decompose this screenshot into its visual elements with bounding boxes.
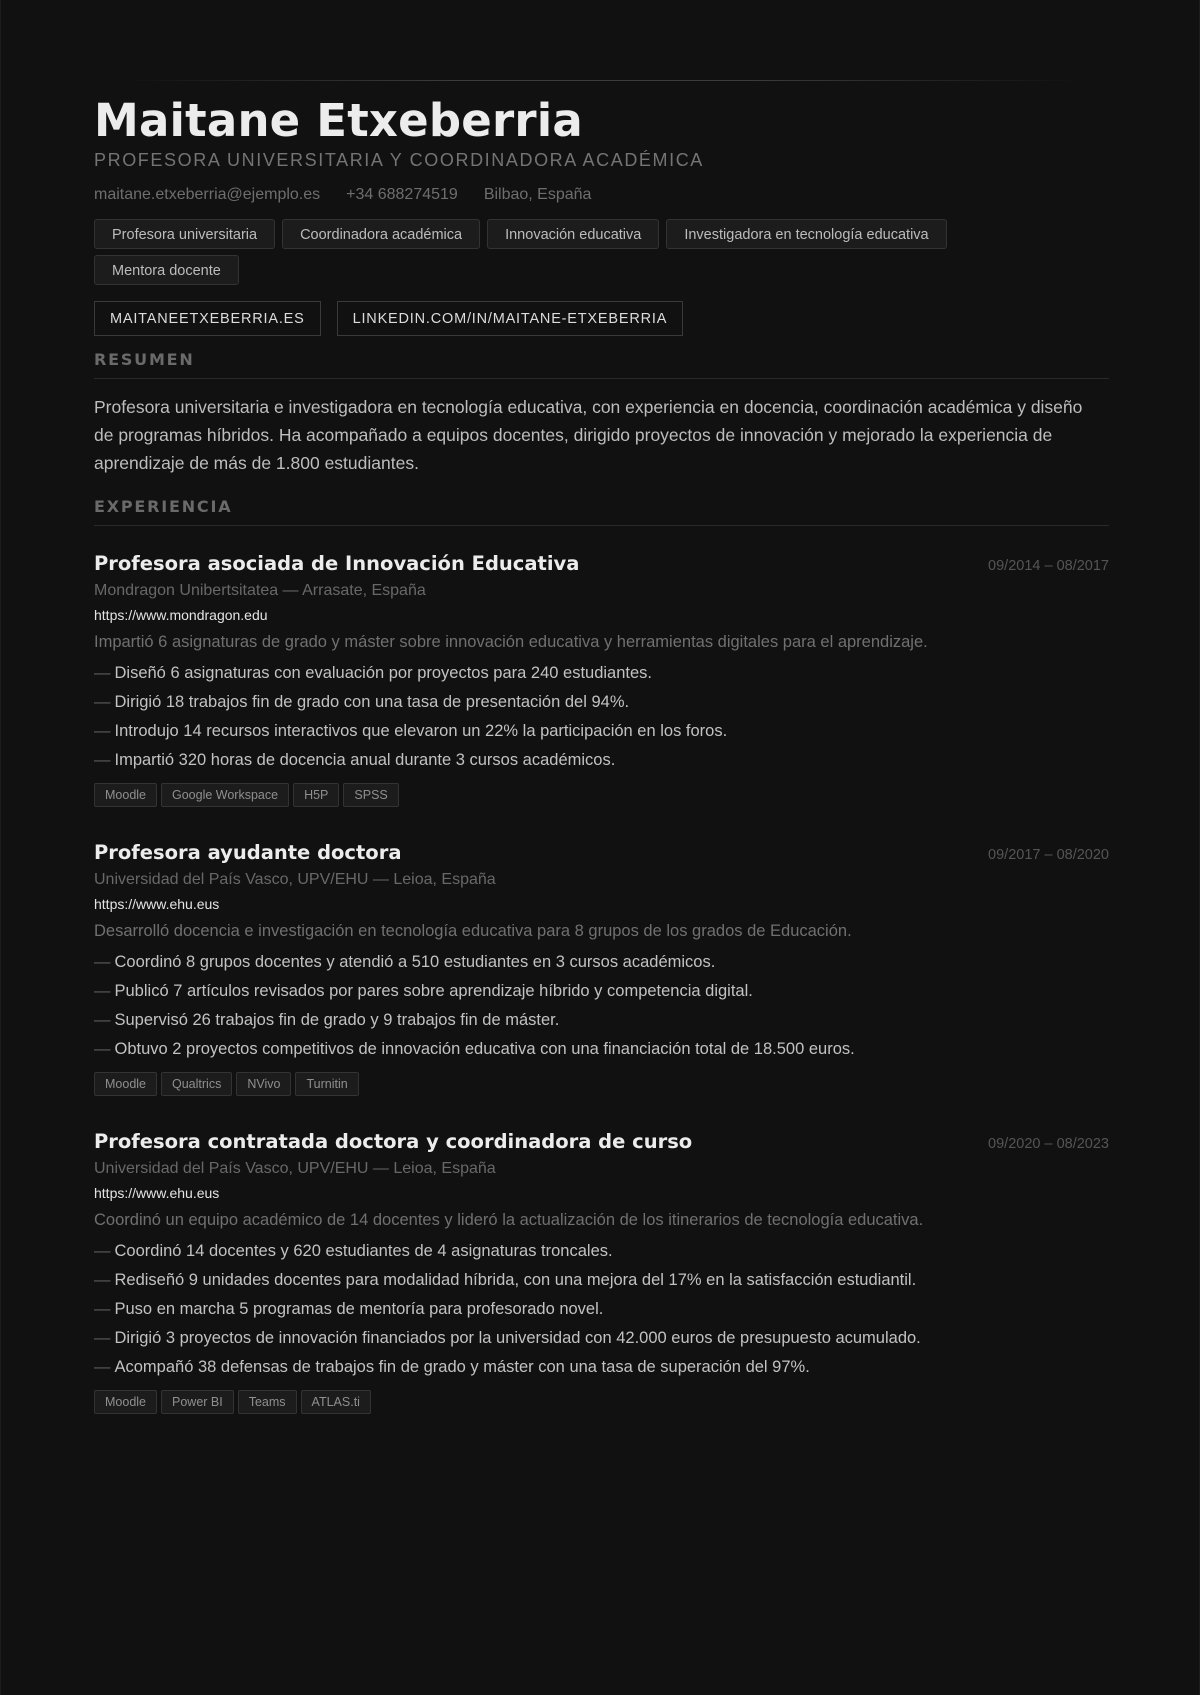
skill-tag: Moodle — [94, 783, 157, 807]
job-bullet — [94, 977, 1109, 1006]
skill-tag: ATLAS.ti — [301, 1390, 371, 1414]
skill-tag: Power BI — [161, 1390, 234, 1414]
skill-tag: NVivo — [236, 1072, 291, 1096]
summary-text: Profesora universitaria e investigadora en tecnología educativa, con experiencia en docencia, coordinación académica y diseño de programas híbridos. Ha acompañado a equipos docentes, dirigido proyectos de innovación y mejorado la experiencia de aprendizaje de más de 1.800 estudiantes. — [94, 397, 1083, 473]
job-bullet — [94, 717, 1109, 746]
job-title: Profesora contratada doctora y coordinadora de curso — [94, 1130, 693, 1153]
job-url-link[interactable]: https://www.ehu.eus — [94, 1185, 220, 1201]
job-bullet — [94, 1353, 1109, 1382]
job-tags — [94, 1072, 1109, 1096]
job-organization: Universidad del País Vasco, UPV/EHU — Leioa, España — [94, 871, 496, 888]
dash-icon: — — [94, 722, 111, 740]
section-title-summary: RESUMEN — [94, 350, 1109, 379]
contact-line — [94, 185, 1109, 205]
website-link[interactable]: MAITANEETXEBERRIA.ES — [94, 301, 321, 336]
job-dates: 09/2014 – 08/2017 — [988, 558, 1109, 574]
profile-chips — [94, 219, 994, 285]
job-bullets — [94, 1237, 1109, 1382]
dash-icon: — — [94, 1011, 111, 1029]
dash-icon: — — [94, 1358, 111, 1376]
job-description: Desarrolló docencia e investigación en tecnología educativa para 8 grupos de los grados de Educación. — [94, 922, 852, 940]
resume-content — [94, 94, 1109, 1414]
job-bullet-text: Impartió 320 horas de docencia anual durante 3 cursos académicos. — [114, 751, 616, 769]
skill-tag: H5P — [293, 783, 339, 807]
dash-icon: — — [94, 1242, 111, 1260]
dash-icon: — — [94, 1300, 111, 1318]
job-tags — [94, 1390, 1109, 1414]
job-bullet-text: Acompañó 38 defensas de trabajos fin de grado y máster con una tasa de superación del 97%. — [114, 1358, 810, 1376]
profile-chip: Coordinadora académica — [282, 219, 480, 249]
job-bullet — [94, 659, 1109, 688]
job-entry — [94, 1129, 1109, 1414]
profile-chip: Innovación educativa — [487, 219, 659, 249]
job-bullet — [94, 1324, 1109, 1353]
profile-chip: Profesora universitaria — [94, 219, 275, 249]
job-bullet-text: Coordinó 14 docentes y 620 estudiantes de 4 asignaturas troncales. — [114, 1242, 613, 1260]
job-organization: Universidad del País Vasco, UPV/EHU — Leioa, España — [94, 1160, 496, 1177]
job-title: Profesora ayudante doctora — [94, 841, 402, 864]
job-bullet-text: Obtuvo 2 proyectos competitivos de innovación educativa con una financiación total de 18.500 euros. — [114, 1040, 855, 1058]
job-bullet — [94, 948, 1109, 977]
profile-chip: Investigadora en tecnología educativa — [666, 219, 946, 249]
job-bullet — [94, 1237, 1109, 1266]
skill-tag: Qualtrics — [161, 1072, 232, 1096]
job-dates: 09/2020 – 08/2023 — [988, 1136, 1109, 1152]
dash-icon: — — [94, 693, 111, 711]
skill-tag: Moodle — [94, 1390, 157, 1414]
linkedin-link[interactable]: LINKEDIN.COM/IN/MAITANE-ETXEBERRIA — [337, 301, 684, 336]
job-bullets — [94, 948, 1109, 1064]
job-header — [94, 840, 1109, 866]
job-url-link[interactable]: https://www.ehu.eus — [94, 896, 220, 912]
job-bullet-text: Dirigió 18 trabajos fin de grado con una tasa de presentación del 94%. — [114, 693, 630, 711]
job-bullet-text: Diseñó 6 asignaturas con evaluación por proyectos para 240 estudiantes. — [114, 664, 653, 682]
job-bullet — [94, 1035, 1109, 1064]
dash-icon: — — [94, 751, 111, 769]
job-description: Impartió 6 asignaturas de grado y máster sobre innovación educativa y herramientas digitales para el aprendizaje. — [94, 633, 928, 651]
job-entry — [94, 840, 1109, 1096]
experience-section — [94, 497, 1109, 1414]
job-bullet-text: Puso en marcha 5 programas de mentoría para profesorado novel. — [114, 1300, 604, 1318]
job-bullet-text: Rediseñó 9 unidades docentes para modalidad híbrida, con una mejora del 17% en la satisfacción estudiantil. — [114, 1271, 917, 1289]
job-dates: 09/2017 – 08/2020 — [988, 847, 1109, 863]
job-bullet-text: Dirigió 3 proyectos de innovación financiados por la universidad con 42.000 euros de presupuesto acumulado. — [114, 1329, 921, 1347]
job-bullet-text: Introdujo 14 recursos interactivos que elevaron un 22% la participación en los foros. — [114, 722, 728, 740]
job-title: Profesora asociada de Innovación Educativa — [94, 552, 580, 575]
dash-icon: — — [94, 664, 111, 682]
profile-links — [94, 301, 1109, 336]
job-bullets — [94, 659, 1109, 775]
job-entry — [94, 551, 1109, 807]
dash-icon: — — [94, 982, 111, 1000]
skill-tag: Teams — [238, 1390, 297, 1414]
dash-icon: — — [94, 953, 111, 971]
skill-tag: SPSS — [343, 783, 398, 807]
section-title-experience: EXPERIENCIA — [94, 497, 1109, 526]
person-role: PROFESORA UNIVERSITARIA Y COORDINADORA ACADÉMICA — [94, 150, 704, 170]
profile-chip: Mentora docente — [94, 255, 239, 285]
job-bullet-text: Supervisó 26 trabajos fin de grado y 9 trabajos fin de máster. — [114, 1011, 560, 1029]
job-header — [94, 551, 1109, 577]
job-description: Coordinó un equipo académico de 14 docentes y lideró la actualización de los itinerarios de tecnología educativa. — [94, 1211, 924, 1229]
job-tags — [94, 783, 1109, 807]
job-bullet — [94, 746, 1109, 775]
contact-phone[interactable]: +34 688274519 — [346, 186, 458, 203]
job-bullet — [94, 1295, 1109, 1324]
job-url-link[interactable]: https://www.mondragon.edu — [94, 607, 268, 623]
skill-tag: Turnitin — [295, 1072, 358, 1096]
job-bullet — [94, 1006, 1109, 1035]
summary-section — [94, 350, 1109, 477]
person-name: Maitane Etxeberria — [94, 94, 583, 147]
job-bullet — [94, 1266, 1109, 1295]
top-divider — [121, 80, 1081, 81]
job-bullet — [94, 688, 1109, 717]
dash-icon: — — [94, 1271, 111, 1289]
contact-email[interactable]: maitane.etxeberria@ejemplo.es — [94, 186, 321, 203]
job-organization: Mondragon Unibertsitatea — Arrasate, España — [94, 582, 426, 599]
job-bullet-text: Coordinó 8 grupos docentes y atendió a 510 estudiantes en 3 cursos académicos. — [114, 953, 716, 971]
skill-tag: Google Workspace — [161, 783, 289, 807]
job-bullet-text: Publicó 7 artículos revisados por pares sobre aprendizaje híbrido y competencia digital. — [114, 982, 753, 1000]
job-header — [94, 1129, 1109, 1155]
dash-icon: — — [94, 1040, 111, 1058]
skill-tag: Moodle — [94, 1072, 157, 1096]
dash-icon: — — [94, 1329, 111, 1347]
contact-location: Bilbao, España — [483, 186, 592, 203]
